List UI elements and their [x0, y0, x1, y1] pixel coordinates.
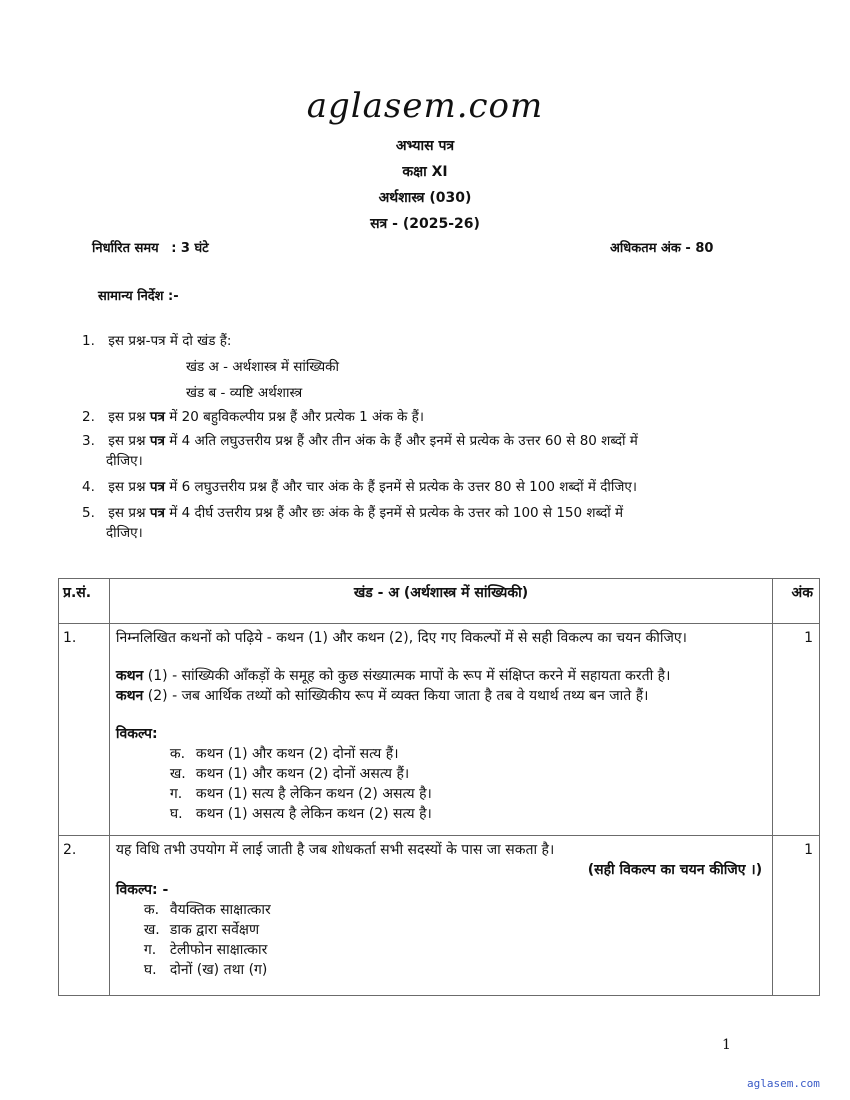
table-row [59, 624, 820, 836]
options-label: विकल्प: - [115, 882, 169, 898]
col-header-qno: प्र.सं. [59, 579, 110, 624]
question-body [109, 624, 772, 836]
statement-1: कथन (1) - सांख्यिकी आँकड़ों के समूह को कुछ संख्यात्मक मापों के रूप में संक्षिप्त करने में सहायता करती है। [115, 668, 671, 684]
time-value: : 3 घंटे [171, 241, 209, 256]
section-b-label: खंड ब - व्यष्टि अर्थशास्त्र [186, 385, 303, 401]
question-marks: 1 [773, 624, 820, 836]
statement-2: कथन (2) - जब आर्थिक तथ्यों को सांख्यिकीय रूप में व्यक्त किया जाता है तब वे यथार्थ तथ्य बन जाते हैं। [115, 688, 649, 704]
col-header-marks: अंक [773, 579, 820, 624]
time-label: निर्धारित समय [92, 241, 159, 256]
question-text: निम्नलिखित कथनों को पढ़िये - कथन (1) और कथन (2), दिए गए विकल्पों में से सही विकल्प का चयन कीजिए। [115, 630, 687, 646]
option-item: ख. कथन (1) और कथन (2) दोनों असत्य हैं। [169, 766, 410, 782]
footer-watermark: aglasem.com [747, 1077, 820, 1090]
question-text: यह विधि तभी उपयोग में लाई जाती है जब शोधकर्ता सभी सदस्यों के पास जा सकता है। [115, 842, 555, 858]
options-label: विकल्प: [115, 726, 158, 742]
question-table [58, 578, 820, 996]
doc-title: अभ्यास पत्र [395, 138, 455, 154]
instruction-item: 5. इस प्रश्न पत्र में 4 दीर्घ उत्तरीय प्रश्न हैं और छः अंक के हैं इनमें से प्रत्येक के उत्तर को 100 से 150 शब्दों में [82, 505, 624, 521]
question-instruction: (सही विकल्प का चयन कीजिए ।) [587, 862, 763, 878]
instructions-heading: सामान्य निर्देश :- [98, 289, 179, 304]
page-number: 1 [722, 1037, 731, 1053]
question-body [109, 836, 772, 996]
options-list [116, 744, 766, 824]
col-header-section: खंड - अ (अर्थशास्त्र में सांख्यिकी) [109, 579, 772, 624]
option-item: घ. दोनों (ख) तथा (ग) [143, 962, 268, 978]
table-row [59, 836, 820, 996]
instruction-item: 2. इस प्रश्न पत्र में 20 बहुविकल्पीय प्रश्न हैं और प्रत्येक 1 अंक के हैं। [82, 409, 424, 425]
table-header-row [59, 579, 820, 624]
doc-subject: अर्थशास्त्र (030) [378, 190, 472, 206]
question-marks: 1 [773, 836, 820, 996]
option-item: घ. कथन (1) असत्य है लेकिन कथन (2) सत्य है। [169, 806, 432, 822]
option-item: ग. टेलीफोन साक्षात्कार [143, 942, 268, 958]
question-number: 1. [59, 624, 110, 836]
max-marks: अधिकतम अंक - 80 [610, 241, 714, 256]
options-list [116, 900, 766, 980]
site-logo: aglasem.com [306, 86, 544, 126]
option-item: क. वैयक्तिक साक्षात्कार [143, 902, 271, 918]
doc-session: सत्र - (2025-26) [370, 216, 480, 232]
instructions-list: 1. इस प्रश्न-पत्र में दो खंड हैं: खंड अ - अर्थशास्त्र में सांख्यिकी खंड ब - व्यष्टि अर्थशास्त्र 2. इस प्रश्न पत्र में 20 बहुविकल्पीय प्रश्न हैं और प्रत्येक 1 अंक के हैं। 3. इस प्रश्न पत्र में 4 अति लघुउत्तरीय प्रश्न हैं और तीन अंक के हैं और इनमें से प्रत्येक के उत्तर 60 से 80 शब्दों में दीजिए। 4. इस प्रश्न पत्र में 6 लघुउत्तरीय प्रश्न हैं और चार अंक के हैं इनमें से प्रत्येक के उत्तर 80 से 100 शब्दों में दीजिए। 5. इस प्रश्न पत्र में 4 दीर्घ उत्तरीय प्रश्न हैं और छः अंक के हैं इनमें से प्रत्येक के उत्तर को 100 से 150 शब्दों में दीजिए। [82, 331, 802, 543]
section-a-label: खंड अ - अर्थशास्त्र में सांख्यिकी [186, 359, 340, 375]
instruction-item: 1. इस प्रश्न-पत्र में दो खंड हैं: [82, 333, 232, 349]
option-item: ग. कथन (1) सत्य है लेकिन कथन (2) असत्य है। [169, 786, 432, 802]
instruction-item: 4. इस प्रश्न पत्र में 6 लघुउत्तरीय प्रश्न हैं और चार अंक के हैं इनमें से प्रत्येक के उत्तर 80 से 100 शब्दों में दीजिए। [82, 479, 638, 495]
option-item: क. कथन (1) और कथन (2) दोनों सत्य हैं। [169, 746, 399, 762]
instruction-item: 3. इस प्रश्न पत्र में 4 अति लघुउत्तरीय प्रश्न हैं और तीन अंक के हैं और इनमें से प्रत्येक के उत्तर 60 से 80 शब्दों में [82, 433, 638, 449]
time-allowed [92, 238, 209, 256]
option-item: ख. डाक द्वारा सर्वेक्षण [143, 922, 260, 938]
question-number: 2. [59, 836, 110, 996]
doc-class: कक्षा XI [402, 164, 448, 180]
